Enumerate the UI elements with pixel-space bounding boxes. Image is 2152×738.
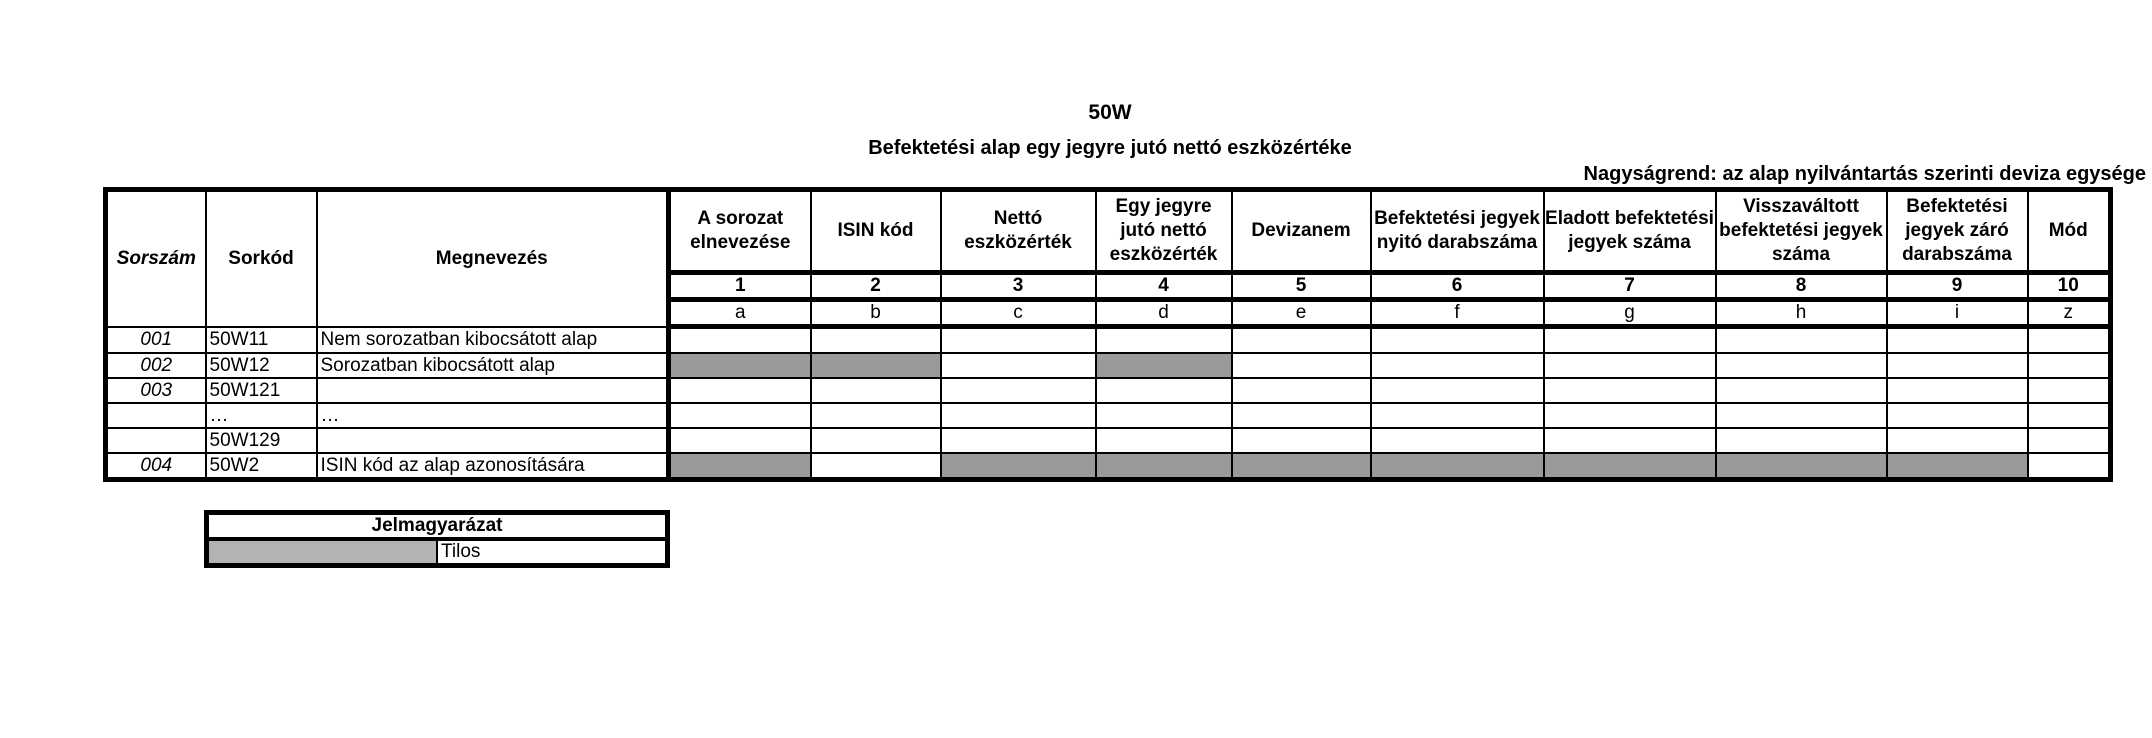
- col-header: A sorozat elnevezése: [669, 190, 811, 273]
- col-header: Befektetési jegyek nyitó darabszáma: [1371, 190, 1544, 273]
- row-sorszam: [106, 403, 206, 428]
- input-cell[interactable]: [1887, 403, 2028, 428]
- input-cell[interactable]: [811, 378, 941, 403]
- input-cell[interactable]: [2028, 327, 2111, 354]
- input-cell[interactable]: [1716, 353, 1887, 378]
- input-cell[interactable]: [1096, 428, 1232, 453]
- col-number: 3: [941, 273, 1096, 300]
- input-cell[interactable]: [1887, 428, 2028, 453]
- input-cell[interactable]: [2028, 353, 2111, 378]
- col-letter: z: [2028, 300, 2111, 327]
- input-cell[interactable]: [1544, 378, 1716, 403]
- forbidden-cell: [1096, 353, 1232, 378]
- row-sorkod: 50W2: [206, 453, 317, 480]
- input-cell[interactable]: [2028, 378, 2111, 403]
- input-cell[interactable]: [1544, 403, 1716, 428]
- col-header: Eladott befektetési jegyek száma: [1544, 190, 1716, 273]
- legend-title: Jelmagyarázat: [207, 513, 668, 540]
- input-cell[interactable]: [941, 403, 1096, 428]
- forbidden-cell: [669, 353, 811, 378]
- legend: [204, 510, 670, 568]
- input-cell[interactable]: [1371, 403, 1544, 428]
- col-header: Befektetési jegyek záró darabszáma: [1887, 190, 2028, 273]
- input-cell[interactable]: [811, 453, 941, 480]
- col-number: 10: [2028, 273, 2111, 300]
- col-letter: c: [941, 300, 1096, 327]
- input-cell[interactable]: [1371, 353, 1544, 378]
- table-row: [106, 327, 2111, 354]
- forbidden-cell: [941, 453, 1096, 480]
- row-megnevezes: [317, 428, 669, 453]
- col-letter: g: [1544, 300, 1716, 327]
- col-header: Devizanem: [1232, 190, 1371, 273]
- col-number: 4: [1096, 273, 1232, 300]
- input-cell[interactable]: [2028, 453, 2111, 480]
- row-sorkod: …: [206, 403, 317, 428]
- input-cell[interactable]: [941, 353, 1096, 378]
- input-cell[interactable]: [811, 327, 941, 354]
- row-sorszam: 002: [106, 353, 206, 378]
- input-cell[interactable]: [1544, 353, 1716, 378]
- input-cell[interactable]: [1716, 428, 1887, 453]
- row-sorkod: 50W12: [206, 353, 317, 378]
- row-megnevezes: ISIN kód az alap azonosítására: [317, 453, 669, 480]
- row-sorkod: 50W11: [206, 327, 317, 354]
- col-number: 6: [1371, 273, 1544, 300]
- input-cell[interactable]: [1232, 327, 1371, 354]
- row-megnevezes: …: [317, 403, 669, 428]
- col-header-megnevezes: Megnevezés: [317, 190, 669, 327]
- col-letter: d: [1096, 300, 1232, 327]
- col-header: Mód: [2028, 190, 2111, 273]
- legend-label-forbidden: Tilos: [437, 539, 668, 566]
- col-letter: e: [1232, 300, 1371, 327]
- row-megnevezes: Sorozatban kibocsátott alap: [317, 353, 669, 378]
- col-number: 8: [1716, 273, 1887, 300]
- forbidden-cell: [669, 453, 811, 480]
- input-cell[interactable]: [941, 378, 1096, 403]
- forbidden-cell: [1716, 453, 1887, 480]
- forbidden-cell: [811, 353, 941, 378]
- input-cell[interactable]: [1544, 327, 1716, 354]
- input-cell[interactable]: [941, 428, 1096, 453]
- col-letter: a: [669, 300, 811, 327]
- col-letter: h: [1716, 300, 1887, 327]
- input-cell[interactable]: [1096, 378, 1232, 403]
- col-header: ISIN kód: [811, 190, 941, 273]
- row-sorszam: 004: [106, 453, 206, 480]
- row-sorszam: 003: [106, 378, 206, 403]
- input-cell[interactable]: [1232, 378, 1371, 403]
- input-cell[interactable]: [941, 327, 1096, 354]
- forbidden-cell: [1371, 453, 1544, 480]
- data-table: [103, 187, 2113, 482]
- input-cell[interactable]: [669, 403, 811, 428]
- form-title: Befektetési alap egy jegyre jutó nettó eszközértéke: [868, 137, 1352, 159]
- input-cell[interactable]: [1887, 353, 2028, 378]
- col-number: 7: [1544, 273, 1716, 300]
- input-cell[interactable]: [1096, 403, 1232, 428]
- col-number: 1: [669, 273, 811, 300]
- row-sorszam: [106, 428, 206, 453]
- col-number: 9: [1887, 273, 2028, 300]
- row-sorkod: 50W121: [206, 378, 317, 403]
- row-sorszam: 001: [106, 327, 206, 354]
- input-cell[interactable]: [669, 327, 811, 354]
- forbidden-cell: [1887, 453, 2028, 480]
- input-cell[interactable]: [1716, 327, 1887, 354]
- table-row: [106, 403, 2111, 428]
- input-cell[interactable]: [1371, 327, 1544, 354]
- row-megnevezes: [317, 378, 669, 403]
- col-number: 2: [811, 273, 941, 300]
- input-cell[interactable]: [1371, 428, 1544, 453]
- input-cell[interactable]: [669, 378, 811, 403]
- col-letter: f: [1371, 300, 1544, 327]
- col-number: 5: [1232, 273, 1371, 300]
- input-cell[interactable]: [1232, 428, 1371, 453]
- col-header-sorkod: Sorkód: [206, 190, 317, 327]
- forbidden-cell: [1096, 453, 1232, 480]
- input-cell[interactable]: [1716, 403, 1887, 428]
- forbidden-cell: [1232, 453, 1371, 480]
- table-row: [106, 428, 2111, 453]
- form-code: 50W: [1088, 101, 1132, 124]
- input-cell[interactable]: [1232, 403, 1371, 428]
- legend-swatch-forbidden: [207, 539, 438, 566]
- table-row: [106, 453, 2111, 480]
- row-megnevezes: Nem sorozatban kibocsátott alap: [317, 327, 669, 354]
- col-header: Nettó eszközérték: [941, 190, 1096, 273]
- input-cell[interactable]: [811, 428, 941, 453]
- input-cell[interactable]: [1371, 378, 1544, 403]
- input-cell[interactable]: [669, 428, 811, 453]
- forbidden-cell: [1544, 453, 1716, 480]
- input-cell[interactable]: [811, 403, 941, 428]
- col-header: Visszaváltott befektetési jegyek száma: [1716, 190, 1887, 273]
- row-sorkod: 50W129: [206, 428, 317, 453]
- col-letter: i: [1887, 300, 2028, 327]
- input-cell[interactable]: [1232, 353, 1371, 378]
- table-body: [106, 327, 2111, 480]
- input-cell[interactable]: [1096, 327, 1232, 354]
- input-cell[interactable]: [2028, 428, 2111, 453]
- input-cell[interactable]: [1716, 378, 1887, 403]
- unit-note: Nagyságrend: az alap nyilvántartás szerinti deviza egysége: [1583, 163, 2146, 185]
- table-row: [106, 378, 2111, 403]
- col-header-sorszam: Sorszám: [106, 190, 206, 327]
- input-cell[interactable]: [1887, 378, 2028, 403]
- input-cell[interactable]: [1887, 327, 2028, 354]
- col-header: Egy jegyre jutó nettó eszközérték: [1096, 190, 1232, 273]
- col-letter: b: [811, 300, 941, 327]
- table-row: [106, 353, 2111, 378]
- input-cell[interactable]: [2028, 403, 2111, 428]
- input-cell[interactable]: [1544, 428, 1716, 453]
